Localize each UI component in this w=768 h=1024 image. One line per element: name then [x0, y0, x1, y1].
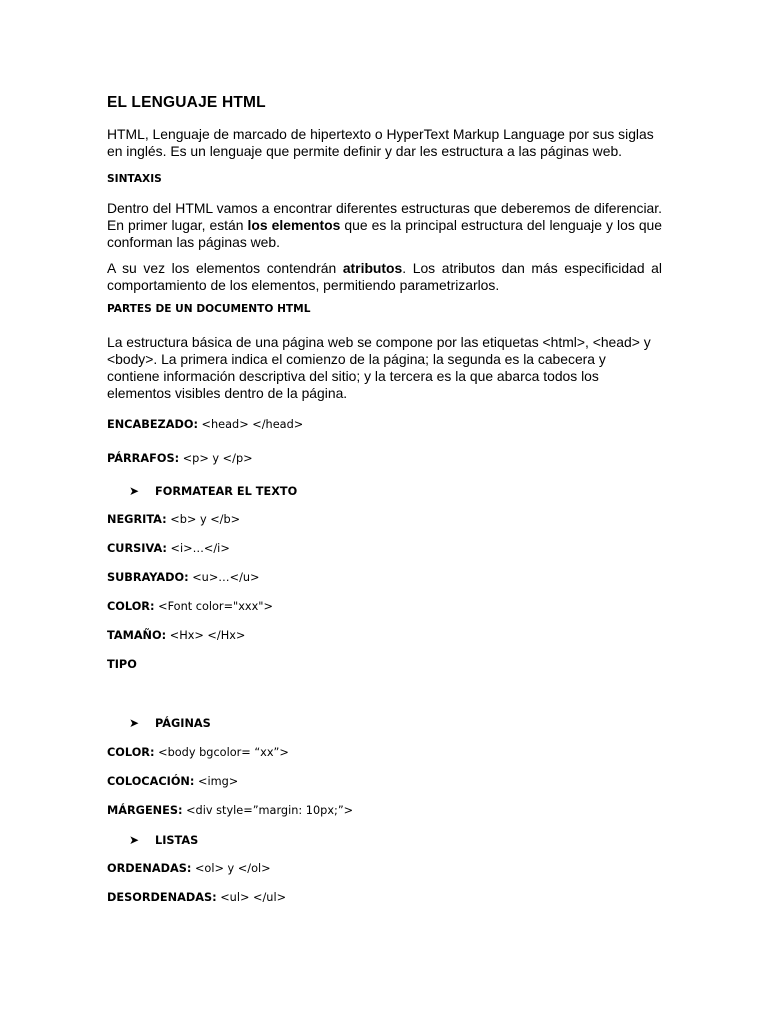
arrowhead-bullet-icon: ➤ — [129, 716, 140, 730]
encabezado-line — [107, 418, 303, 431]
cursiva-value: <i>…</i> — [166, 542, 230, 555]
tipo-label: TIPO — [107, 658, 137, 671]
ordenadas-label: ORDENADAS: — [107, 862, 192, 875]
sintaxis-paragraph-2 — [107, 260, 662, 294]
negrita-label: NEGRITA: — [107, 513, 167, 526]
ordenadas-line — [107, 862, 271, 875]
colocacion-label: COLOCACIÓN: — [107, 775, 195, 788]
ordenadas-value: <ol> y </ol> — [191, 862, 271, 875]
bgcolor-value: <body bgcolor= “xx”> — [154, 746, 289, 759]
cursiva-label: CURSIVA: — [107, 542, 167, 555]
paginas-heading-text: PÁGINAS — [155, 717, 211, 730]
formatear-heading — [107, 484, 297, 498]
desordenadas-value: <ul> </ul> — [216, 891, 287, 904]
sintaxis-p1-text-a: Dentro del HTML vamos a encontrar diferentes estructuras que deberemos de diferenciar. En primer lugar, están — [107, 200, 662, 233]
cursiva-line — [107, 542, 230, 555]
desordenadas-label: DESORDENADAS: — [107, 891, 217, 904]
sintaxis-p1-bold: los elementos — [247, 217, 341, 233]
intro-line-1: HTML, Lenguaje de marcado de hipertexto o HyperText Markup Language por sus siglas — [107, 126, 654, 142]
sintaxis-p2-text-b: . Los atributos dan más especificidad al comportamiento de los elementos, permitiendo parametrizarlos. — [107, 260, 662, 293]
tamano-value: <Hx> </Hx> — [166, 629, 246, 642]
sintaxis-heading: SINTAXIS — [107, 173, 162, 185]
margenes-value: <div style=”margin: 10px;”> — [182, 804, 354, 817]
intro-line-2: en inglés. Es un lenguaje que permite definir y dar les estructura a las páginas web. — [107, 143, 623, 159]
sintaxis-p2-bold: atributos — [342, 260, 403, 276]
subrayado-label: SUBRAYADO: — [107, 571, 189, 584]
negrita-value: <b> y </b> — [166, 513, 241, 526]
subrayado-value: <u>…</u> — [188, 571, 260, 584]
desordenadas-line — [107, 891, 286, 904]
parrafos-line — [107, 452, 253, 465]
tipo-line — [107, 658, 137, 671]
encabezado-value: <head> </head> — [197, 418, 304, 431]
listas-heading-text: LISTAS — [155, 834, 199, 847]
sintaxis-p1-text-b: que es la principal estructura del lenguaje y los que conforman las páginas web. — [107, 217, 663, 250]
colocacion-line — [107, 775, 238, 788]
subrayado-line — [107, 571, 260, 584]
tamano-line — [107, 629, 245, 642]
encabezado-label: ENCABEZADO: — [107, 418, 198, 431]
sintaxis-paragraph-1 — [107, 200, 662, 251]
parrafos-value: <p> y </p> — [179, 452, 253, 465]
font-color-value: <Font color="xxx"> — [154, 600, 273, 613]
document-title: EL LENGUAJE HTML — [107, 94, 266, 111]
partes-paragraph: La estructura básica de una página web se compone por las etiquetas <html>, <head> y <body>. La primera indica el comienzo de la página; la segunda es la cabecera y contiene información descriptiva del sitio; y la tercera es la que abarca todos los elementos visibles dentro de la página. — [107, 334, 651, 401]
margenes-line — [107, 804, 353, 817]
sintaxis-p2-text-a: A su vez los elementos contendrán — [107, 260, 343, 276]
paginas-heading — [107, 716, 211, 730]
colocacion-value: <img> — [194, 775, 239, 788]
partes-heading: PARTES DE UN DOCUMENTO HTML — [107, 303, 311, 315]
font-color-label: COLOR: — [107, 600, 155, 613]
arrowhead-bullet-icon: ➤ — [129, 484, 140, 498]
parrafos-label: PÁRRAFOS: — [107, 452, 180, 465]
intro-paragraph — [107, 126, 662, 160]
bgcolor-line — [107, 746, 289, 759]
listas-heading — [107, 833, 198, 847]
arrowhead-bullet-icon: ➤ — [129, 833, 140, 847]
font-color-line — [107, 600, 273, 613]
formatear-heading-text: FORMATEAR EL TEXTO — [155, 485, 298, 498]
bgcolor-label: COLOR: — [107, 746, 155, 759]
margenes-label: MÁRGENES: — [107, 804, 183, 817]
tamano-label: TAMAÑO: — [107, 629, 167, 642]
negrita-line — [107, 513, 240, 526]
